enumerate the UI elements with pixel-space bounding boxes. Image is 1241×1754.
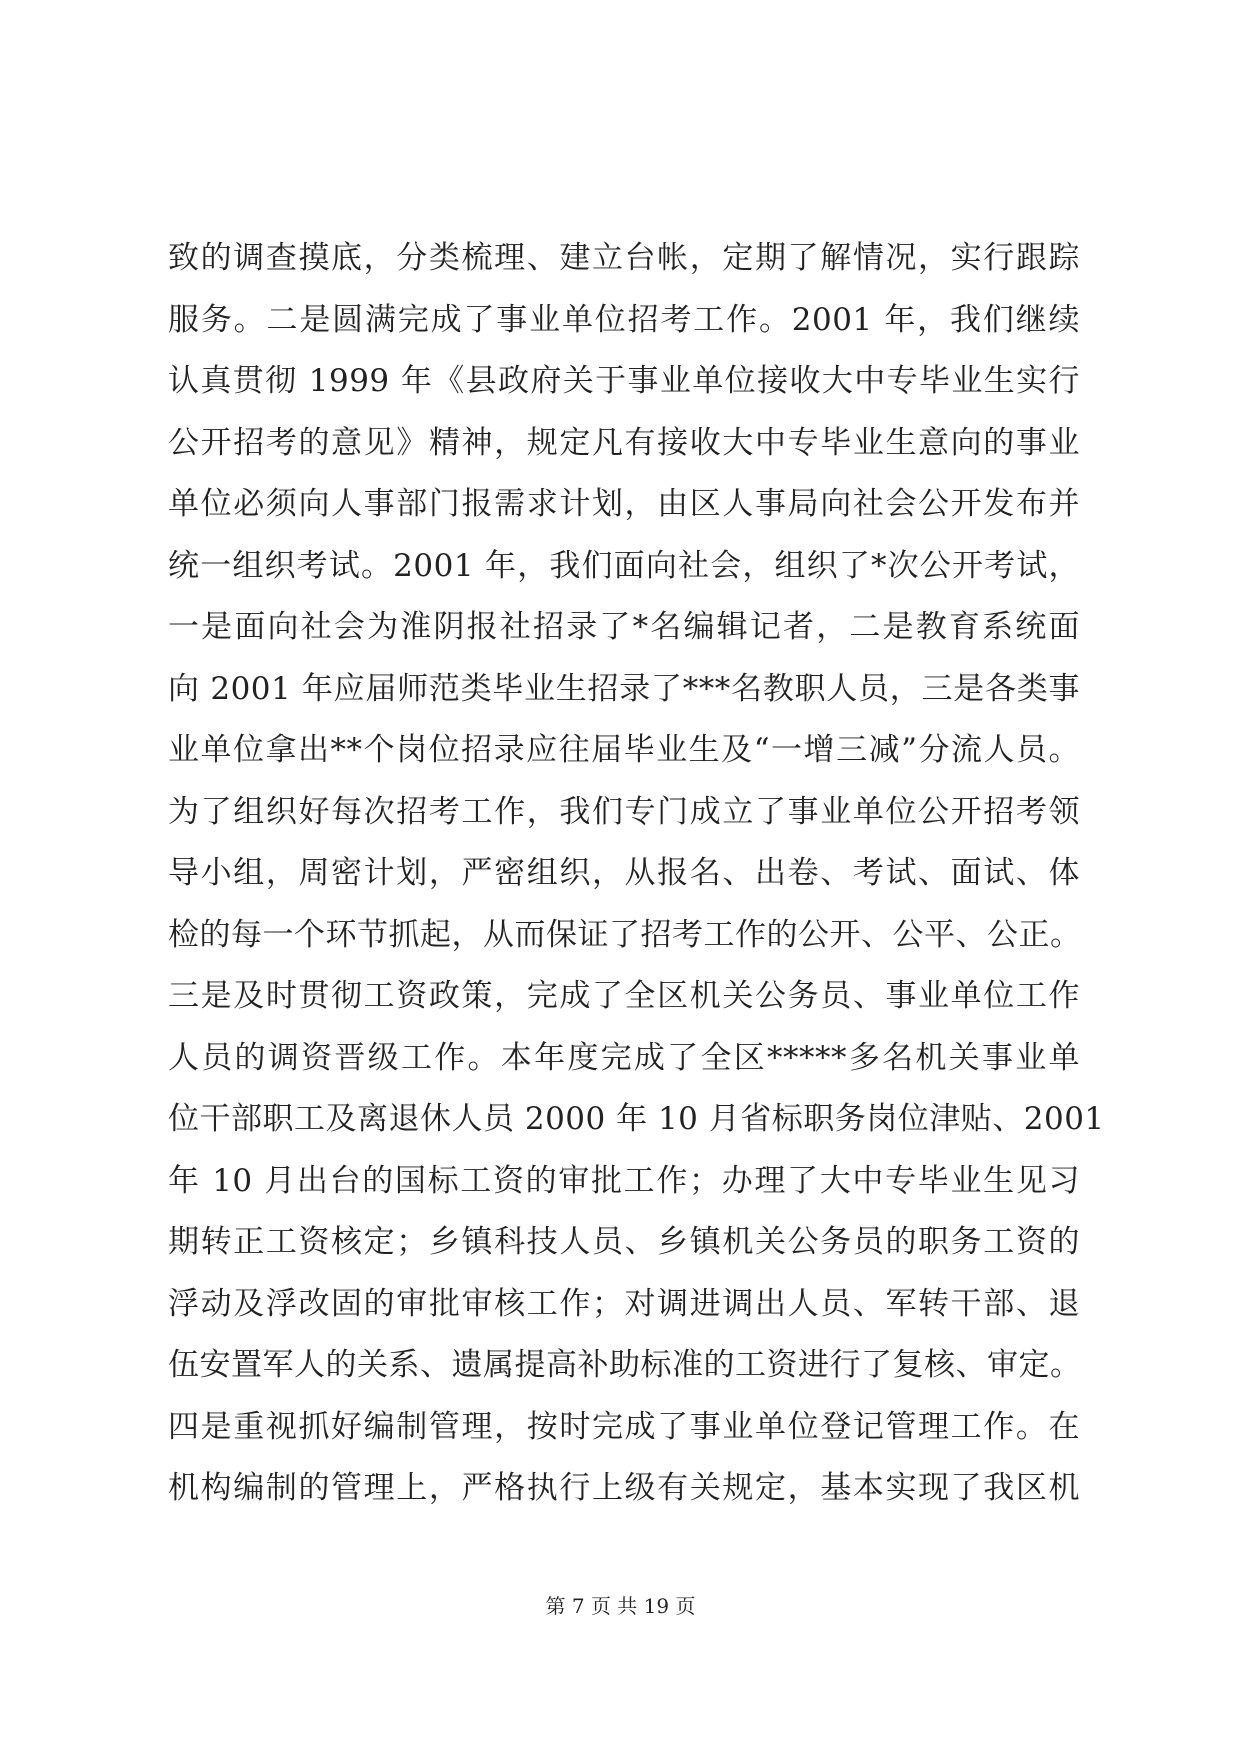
text-line: 四是重视抓好编制管理，按时完成了事业单位登记管理工作。在: [168, 1408, 1080, 1445]
text-line: 浮动及浮改固的审批审核工作；对调进调出人员、军转干部、退: [168, 1285, 1080, 1322]
text-line: 三是及时贯彻工资政策，完成了全区机关公务员、事业单位工作: [168, 978, 1080, 1014]
page-number-footer: 第 7 页 共 19 页: [545, 1594, 696, 1618]
text-line: 单位必须向人事部门报需求计划，由区人事局向社会公开发布并: [168, 486, 1080, 522]
text-line: 认真贯彻 1999 年《县政府关于事业单位接收大中专毕业生实行: [168, 363, 1080, 399]
text-line: 人员的调资晋级工作。本年度完成了全区*****多名机关事业单: [168, 1039, 1080, 1076]
text-line: 统一组织考试。2001 年，我们面向社会，组织了*次公开考试，: [168, 547, 1080, 584]
body-text: [168, 228, 1105, 1520]
text-line: 公开招考的意见》精神，规定凡有接收大中专毕业生意向的事业: [168, 424, 1080, 461]
text-line: 机构编制的管理上，严格执行上级有关规定，基本实现了我区机: [168, 1470, 1080, 1506]
text-line: 业单位拿出**个岗位招录应往届毕业生及“一增三减”分流人员。: [168, 732, 1080, 768]
text-line: 伍安置军人的关系、遗属提高补助标准的工资进行了复核、审定。: [168, 1347, 1082, 1383]
text-line: 位干部职工及离退休人员 2000 年 10 月省标职务岗位津贴、2001: [168, 1101, 1105, 1137]
text-line: 向 2001 年应届师范类毕业生招录了***名教职人员，三是各类事: [168, 670, 1080, 707]
text-line: 为了组织好每次招考工作，我们专门成立了事业单位公开招考领: [168, 793, 1080, 830]
text-line: 检的每一个环节抓起，从而保证了招考工作的公开、公平、公正。: [168, 916, 1082, 953]
text-line: 致的调查摸底，分类梳理、建立台帐，定期了解情况，实行跟踪: [168, 240, 1080, 276]
text-line: 导小组，周密计划，严密组织，从报名、出卷、考试、面试、体: [168, 855, 1080, 891]
text-line: 期转正工资核定；乡镇科技人员、乡镇机关公务员的职务工资的: [168, 1224, 1080, 1260]
text-line: 服务。二是圆满完成了事业单位招考工作。2001 年，我们继续: [168, 301, 1080, 338]
text-line: 一是面向社会为淮阴报社招录了*名编辑记者，二是教育系统面: [168, 609, 1080, 645]
text-line: 年 10 月出台的国标工资的审批工作；办理了大中专毕业生见习: [168, 1162, 1080, 1199]
